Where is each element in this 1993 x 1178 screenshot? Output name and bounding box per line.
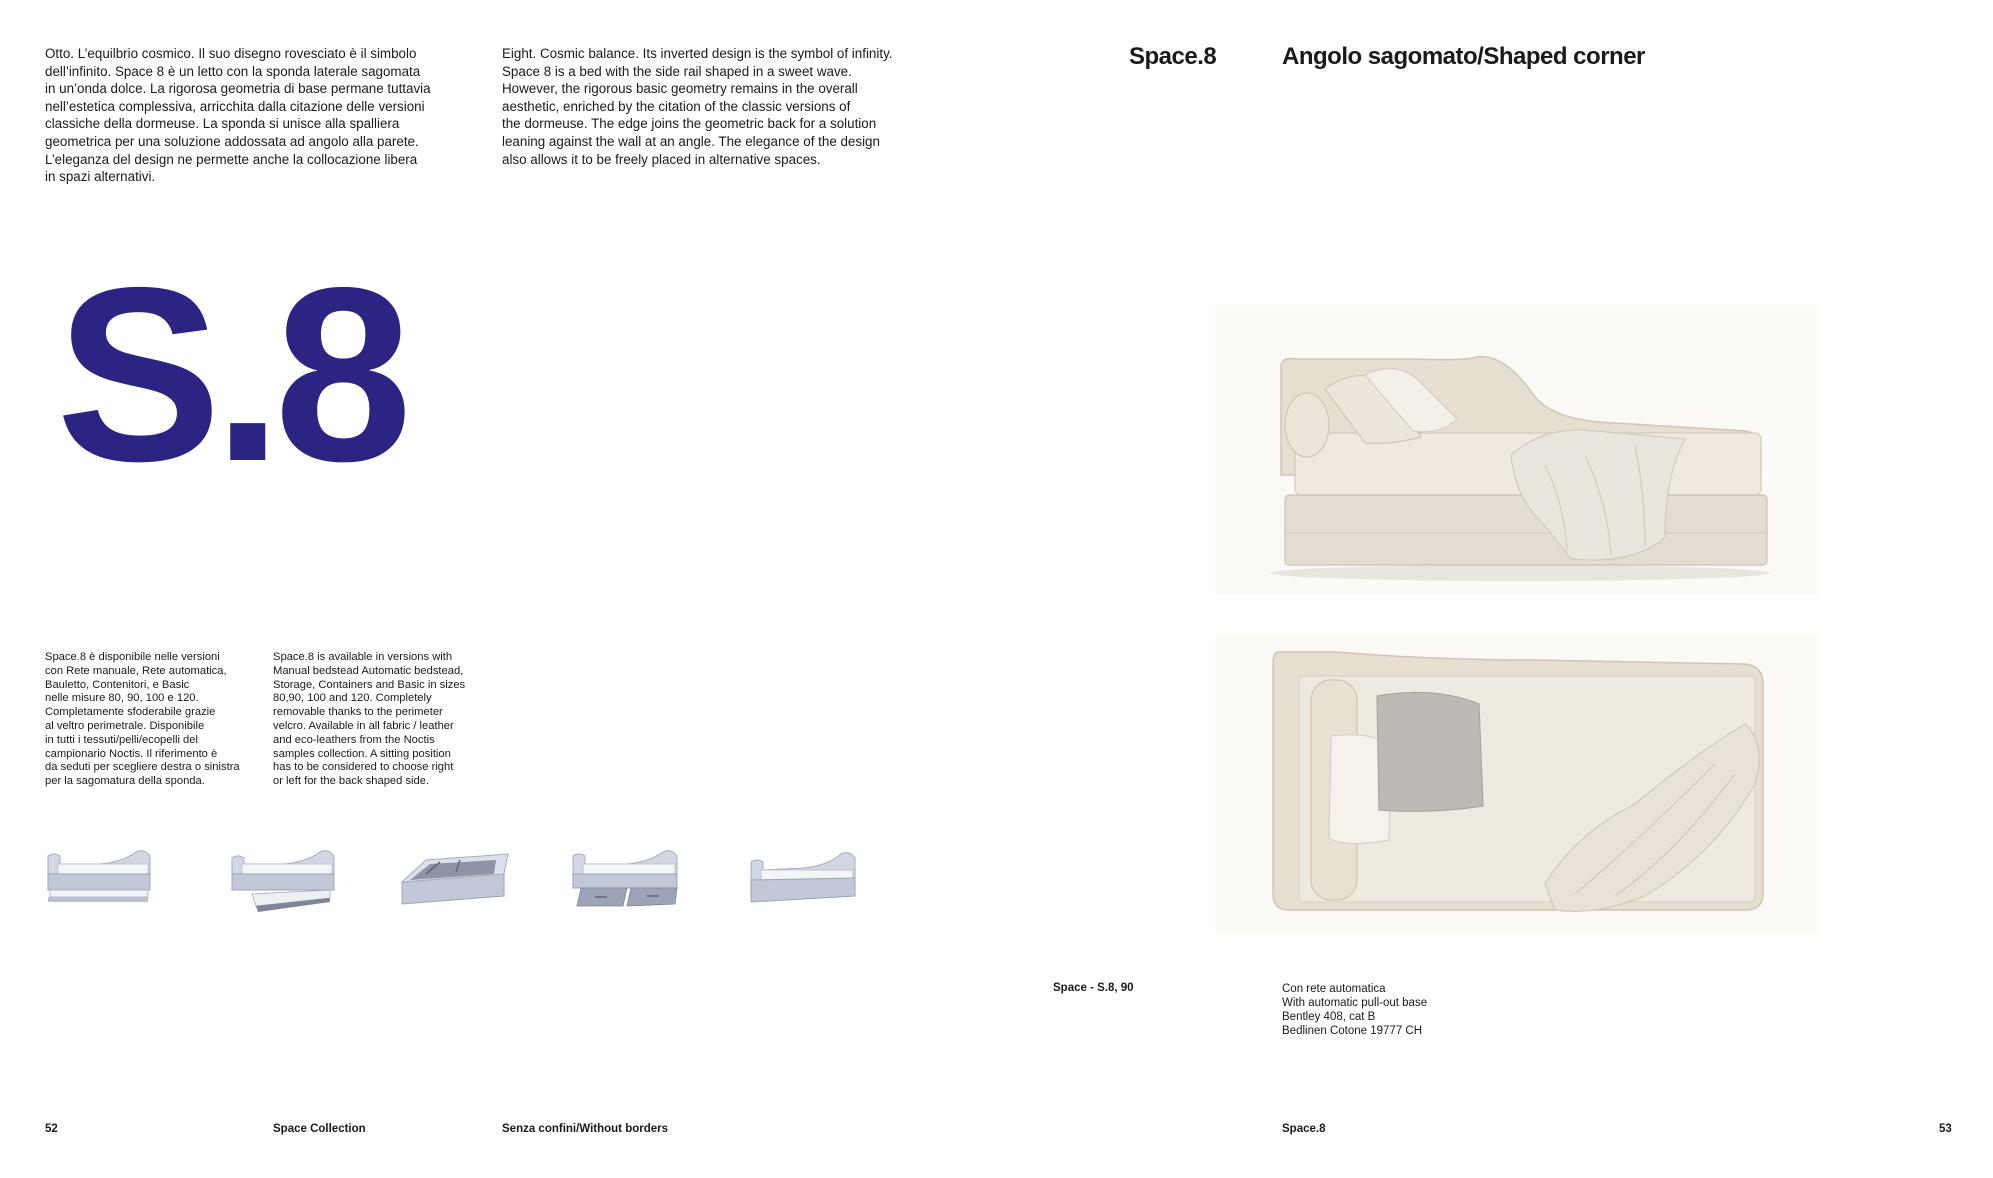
caption-line: Bedlinen Cotone 19777 CH xyxy=(1282,1025,1423,1037)
availability-it-line: con Rete manuale, Rete automatica, xyxy=(45,664,227,677)
bed-thumbnail-storage xyxy=(396,834,518,920)
availability-en-line: or left for the back shaped side. xyxy=(273,775,430,788)
availability-it-line: per la sagomatura della sponda. xyxy=(45,775,205,788)
intro-it-line: classiche della dormeuse. La sponda si unisce alla spalliera xyxy=(45,116,400,132)
intro-it-line: in un’onda dolce. La rigorosa geometria di base permane tuttavia xyxy=(45,81,431,97)
availability-en-line: Manual bedstead Automatic bedstead, xyxy=(273,664,464,677)
availability-en-line: has to be considered to choose right xyxy=(273,761,454,774)
page-number-left: 52 xyxy=(45,1123,58,1135)
intro-it-line: in spazi alternativi. xyxy=(45,169,156,185)
availability-en-line: Space.8 is available in versions with xyxy=(273,651,453,663)
availability-en-line: Storage, Containers and Basic in sizes xyxy=(273,678,466,691)
model-logo: S.8 xyxy=(56,235,405,513)
footer-product-name: Space.8 xyxy=(1282,1123,1326,1135)
intro-it-line: Otto. L’equilbrio cosmico. Il suo disegno rovesciato è il simbolo xyxy=(45,46,417,61)
intro-italian xyxy=(45,45,431,186)
availability-en-line: removable thanks to the perimeter xyxy=(273,706,443,719)
intro-it-line: geometrica per una soluzione addossata ad angolo alla parete. xyxy=(45,133,419,149)
caption-line: With automatic pull-out base xyxy=(1282,997,1428,1009)
intro-english xyxy=(502,45,893,168)
intro-en-line: Space 8 is a bed with the side rail shaped in a sweet wave. xyxy=(502,63,852,79)
bed-photo-side-view xyxy=(1215,305,1820,595)
intro-it-line: L’eleganza del design ne permette anche la collocazione libera xyxy=(45,151,418,167)
availability-it-line: Bauletto, Contenitori, e Basic xyxy=(45,678,190,691)
page-title: Angolo sagomato/Shaped corner xyxy=(1282,43,1645,70)
availability-en-line: 80,90, 100 and 120. Completely xyxy=(273,692,432,705)
intro-en-line: Eight. Cosmic balance. Its inverted design is the symbol of infinity. xyxy=(502,46,893,61)
availability-english xyxy=(273,651,465,789)
section-name: Senza confini/Without borders xyxy=(502,1123,669,1135)
availability-it-line: Space.8 è disponibile nelle versioni xyxy=(45,651,220,663)
availability-it-line: in tutti i tessuti/pelli/ecopelli del xyxy=(45,733,198,746)
availability-en-line: and eco-leathers from the Noctis xyxy=(273,733,435,746)
availability-it-line: al veltro perimetrale. Disponibile xyxy=(45,719,205,732)
intro-en-line: aesthetic, enriched by the citation of the classic versions of xyxy=(502,98,851,114)
intro-it-line: dell’infinito. Space 8 è un letto con la sponda laterale sagomata xyxy=(45,63,421,79)
intro-it-line: nell’estetica complessiva, arricchita dalla citazione delle versioni xyxy=(45,98,425,114)
bed-thumbnail-basic xyxy=(743,834,865,920)
caption-line: Con rete automatica xyxy=(1282,983,1386,995)
page-number-right: 53 xyxy=(1939,1123,1952,1135)
availability-it-line: nelle misure 80, 90, 100 e 120. xyxy=(45,692,199,705)
product-name: Space.8 xyxy=(1129,43,1217,70)
availability-it-line: da seduti per scegliere destra o sinistra xyxy=(45,761,240,774)
availability-it-line: campionario Noctis. Il riferimento è xyxy=(45,747,218,760)
caption-line: Bentley 408, cat B xyxy=(1282,1011,1376,1023)
intro-en-line: leaning against the wall at an angle. The elegance of the design xyxy=(502,133,880,149)
bed-photo-top-view xyxy=(1215,634,1820,934)
intro-en-line: the dormeuse. The edge joins the geometric back for a solution xyxy=(502,116,877,132)
availability-en-line: velcro. Available in all fabric / leather xyxy=(273,719,454,732)
bed-thumbnail-automatic-base xyxy=(222,834,344,920)
intro-en-line: also allows it to be freely placed in alternative spaces. xyxy=(502,151,821,167)
caption-details xyxy=(1282,982,1427,1038)
intro-en-line: However, the rigorous basic geometry remains in the overall xyxy=(502,81,858,97)
availability-italian xyxy=(45,651,240,789)
availability-it-line: Completamente sfoderabile grazie xyxy=(45,706,216,719)
availability-en-line: samples collection. A sitting position xyxy=(273,747,451,760)
caption-label: Space - S.8, 90 xyxy=(1053,982,1134,994)
collection-name: Space Collection xyxy=(273,1123,366,1135)
bed-thumbnail-containers xyxy=(565,834,687,920)
bed-thumbnail-manual-base xyxy=(40,834,162,920)
